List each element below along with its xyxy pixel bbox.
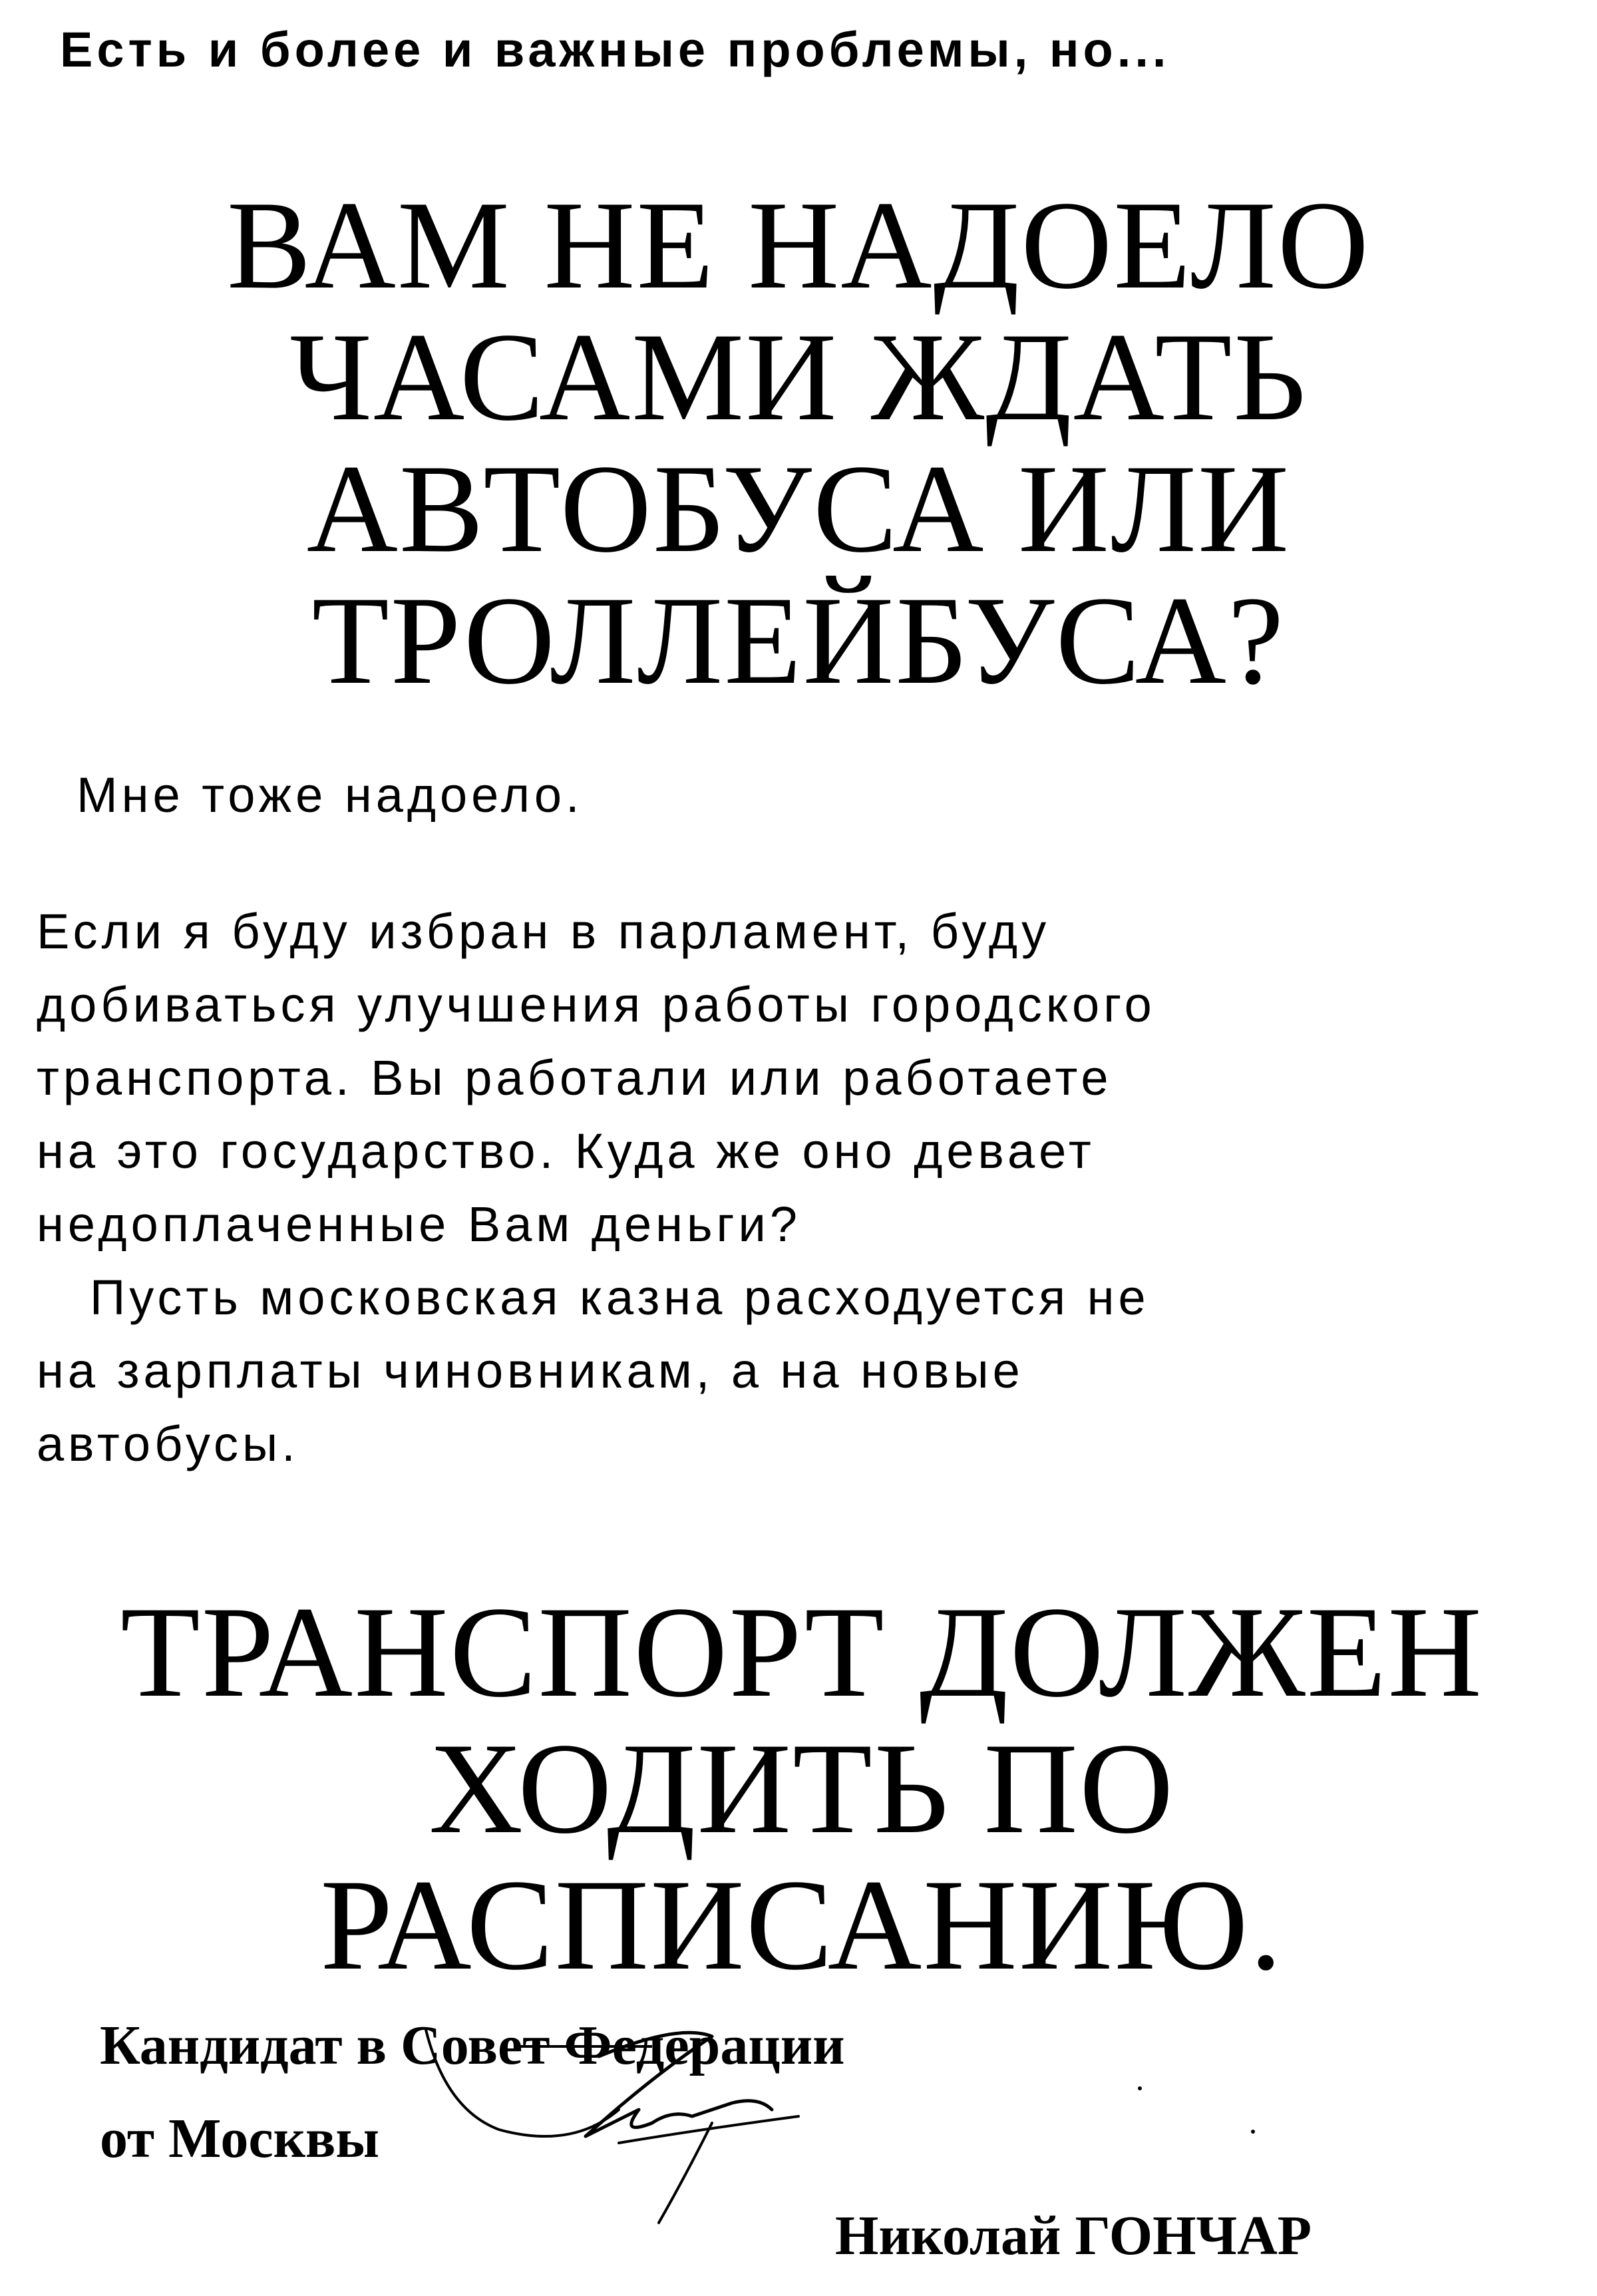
candidate-city: от Москвы <box>100 2108 379 2170</box>
slogan-line: ХОДИТЬ ПО <box>429 1716 1175 1861</box>
body-paragraph-1 <box>37 895 1560 1261</box>
headline-line: ЧАСАМИ ЖДАТЬ <box>289 307 1308 447</box>
body-line: транспорта. Вы работали или работаете <box>37 1050 1113 1105</box>
handwritten-signature <box>399 2010 945 2229</box>
print-speck <box>1251 2130 1255 2134</box>
candidate-name: Николай ГОНЧАР <box>835 2205 1312 2267</box>
body-line: на зарплаты чиновникам, а на новые <box>37 1343 1024 1398</box>
body-line: добиваться улучшения работы городского <box>37 977 1156 1032</box>
body-paragraph-2 <box>37 1261 1560 1481</box>
slogan-line: ТРАНСПОРТ ДОЛЖЕН <box>120 1580 1483 1724</box>
tagline: Есть и более и важные проблемы, но... <box>60 22 1170 77</box>
slogan <box>40 1580 1564 1997</box>
intro-text <box>77 759 1597 832</box>
headline-line: ТРОЛЛЕЙБУСА? <box>311 571 1286 711</box>
headline <box>80 176 1517 711</box>
body-line: Если я буду избран в парламент, буду <box>37 904 1051 959</box>
headline-line: АВТОБУСА ИЛИ <box>306 439 1291 579</box>
headline-line: ВАМ НЕ НАДОЕЛО <box>226 176 1371 315</box>
intro-line: Мне тоже надоело. <box>77 767 584 823</box>
slogan-line: РАСПИСАНИЮ. <box>320 1853 1284 1997</box>
candidate-title: Кандидат в Совет Федерации <box>100 2014 845 2076</box>
body-line: автобусы. <box>37 1416 299 1471</box>
body-line: на это государство. Куда же оно девает <box>37 1123 1095 1179</box>
print-speck <box>1138 2086 1142 2090</box>
body-line: недоплаченные Вам деньги? <box>37 1197 802 1252</box>
body-line: Пусть московская казна расходуется не <box>90 1270 1150 1325</box>
